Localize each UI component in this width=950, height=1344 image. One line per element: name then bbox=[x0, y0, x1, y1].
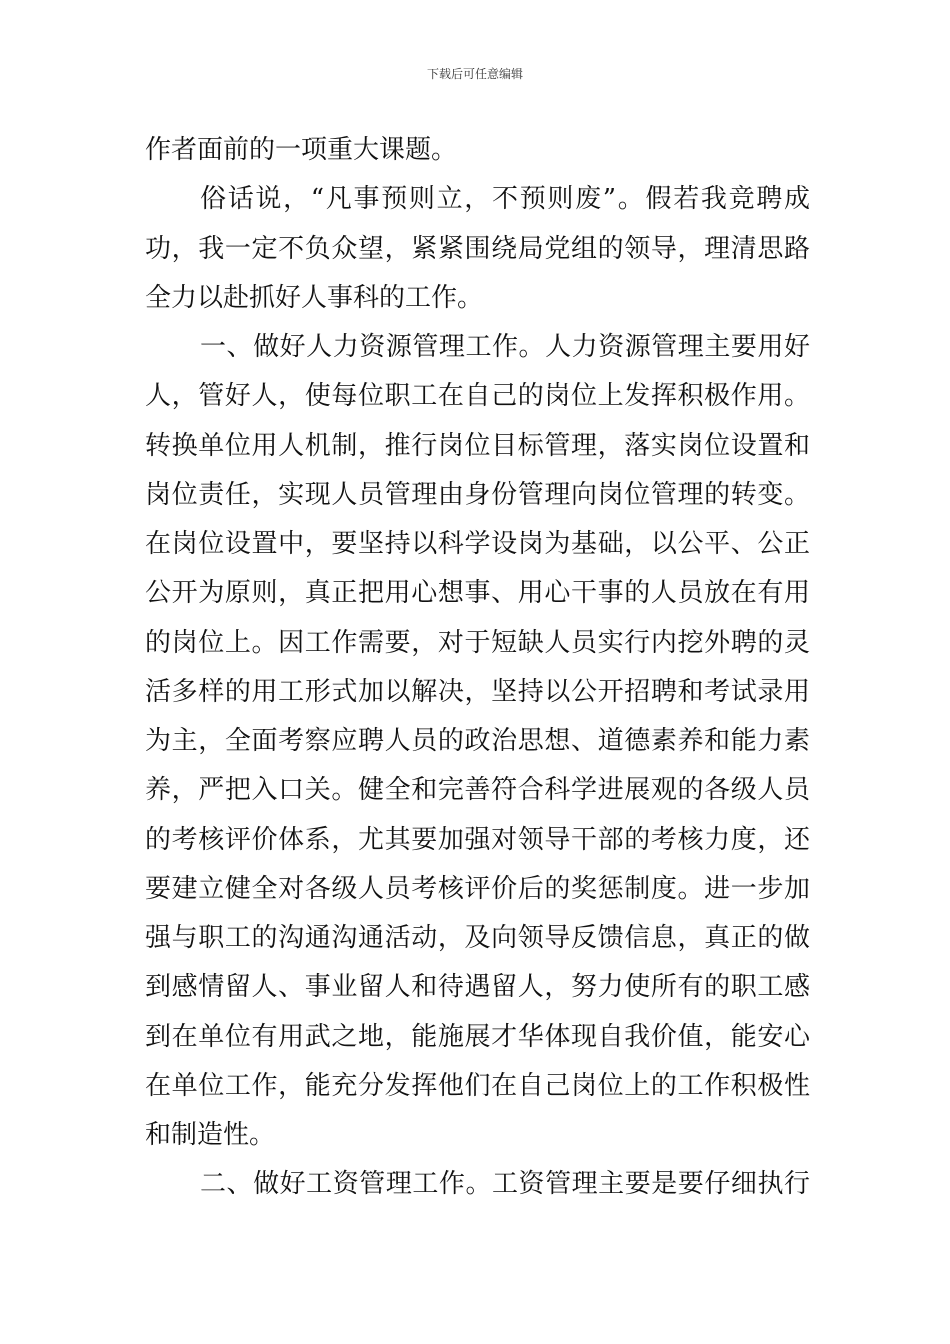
text-line: 俗话说，“凡事预则立，不预则废”。假若我竞聘成 bbox=[200, 184, 810, 215]
text-line: 岗位责任，实现人员管理由身份管理向岗位管理的转变。 bbox=[145, 479, 810, 510]
text-line: 到感情留人、事业留人和待遇留人，努力使所有的职工感 bbox=[145, 972, 810, 1003]
text-line: 强与职工的沟通沟通活动，及向领导反馈信息，真正的做 bbox=[145, 923, 810, 953]
text-line: 全力以赴抓好人事科的工作。 bbox=[145, 282, 484, 313]
text-line: 的岗位上。因工作需要，对于短缺人员实行内挖外聘的灵 bbox=[145, 627, 810, 658]
text-line: 要建立健全对各级人员考核评价后的奖惩制度。进一步加 bbox=[145, 873, 810, 904]
document-body bbox=[145, 126, 810, 1210]
text-line: 一、做好人力资源管理工作。人力资源管理主要用好 bbox=[200, 332, 810, 362]
text-line: 活多样的用工形式加以解决，坚持以公开招聘和考试录用 bbox=[145, 676, 810, 707]
text-line: 在岗位设置中，要坚持以科学设岗为基础，以公平、公正 bbox=[145, 529, 810, 559]
text-line: 转换单位用人机制，推行岗位目标管理，落实岗位设置和 bbox=[145, 430, 810, 461]
text-line: 为主，全面考察应聘人员的政治思想、道德素养和能力素 bbox=[145, 726, 810, 756]
text-line: 功，我一定不负众望，紧紧围绕局党组的领导，理清思路 bbox=[145, 233, 810, 264]
text-line: 人，管好人，使每位职工在自己的岗位上发挥积极作用。 bbox=[145, 381, 810, 412]
text-line: 公开为原则，真正把用心想事、用心干事的人员放在有用 bbox=[145, 578, 810, 609]
text-line: 到在单位有用武之地，能施展才华体现自我价值，能安心 bbox=[145, 1021, 810, 1052]
text-line: 在单位工作，能充分发挥他们在自己岗位上的工作积极性 bbox=[145, 1070, 810, 1101]
text-line: 养，严把入口关。健全和完善符合科学进展观的各级人员 bbox=[145, 775, 810, 806]
page-header: 下载后可任意编辑 bbox=[426, 67, 523, 81]
text-line: 和制造性。 bbox=[145, 1120, 276, 1150]
text-line: 二、做好工资管理工作。工资管理主要是要仔细执行 bbox=[200, 1169, 810, 1200]
text-line: 作者面前的一项重大课题。 bbox=[145, 135, 458, 165]
text-line: 的考核评价体系，尤其要加强对领导干部的考核力度，还 bbox=[145, 824, 810, 855]
